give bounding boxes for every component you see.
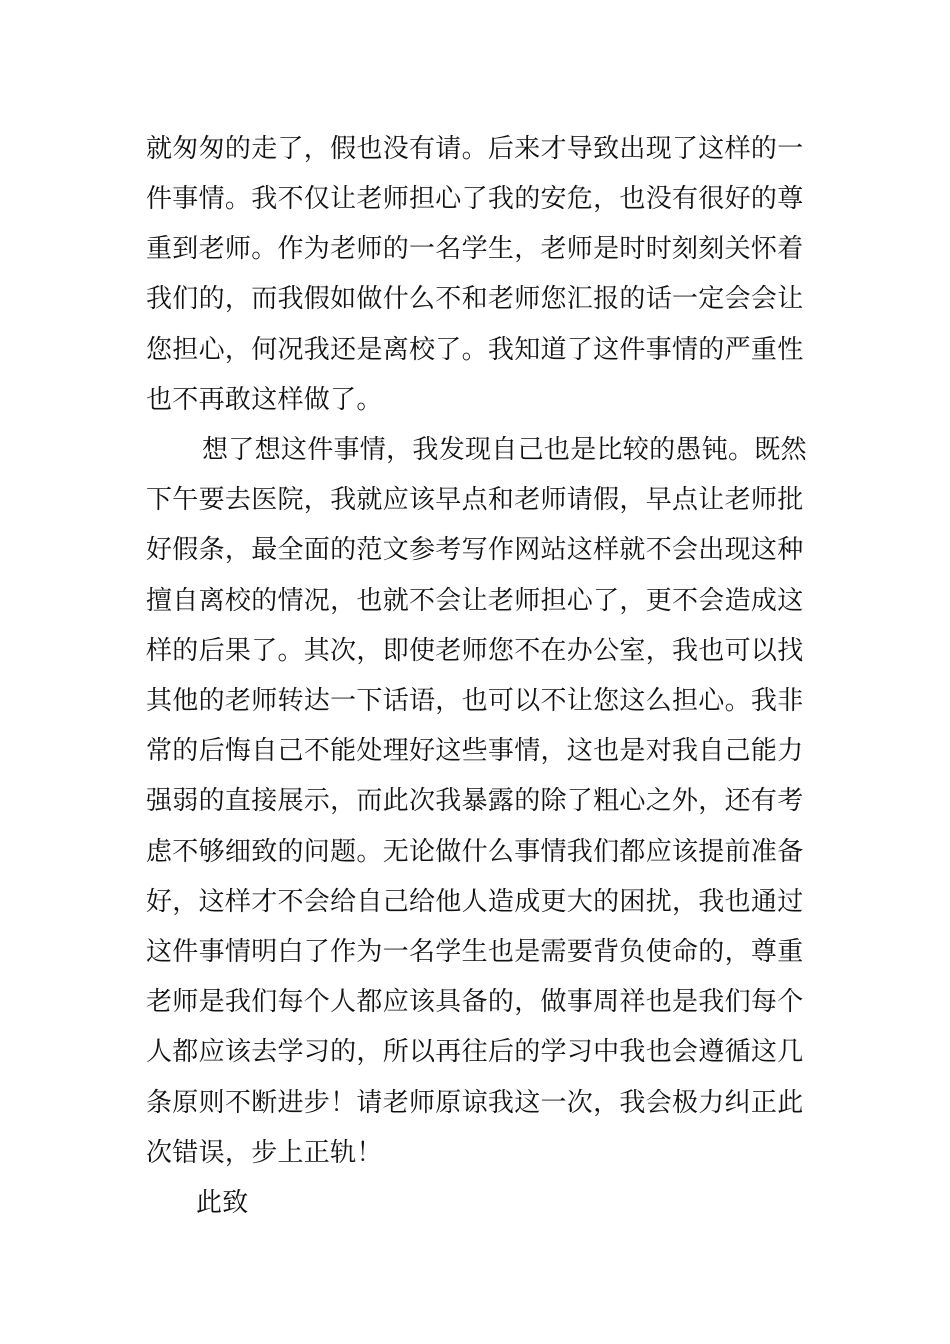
body-line: 也不再敢这样做了。	[146, 385, 383, 415]
body-line: 重到老师。作为老师的一名学生，老师是时时刻刻关怀着	[146, 234, 804, 264]
body-line: 条原则不断进步！请老师原谅我这一次，我会极力纠正此	[146, 1088, 804, 1118]
body-line: 其他的老师转达一下话语，也可以不让您这么担心。我非	[146, 686, 804, 716]
body-line: 下午要去医院，我就应该早点和老师请假，早点让老师批	[146, 485, 804, 515]
body-line: 这件事情明白了作为一名学生也是需要背负使命的，尊重	[146, 937, 804, 967]
body-line: 次错误，步上正轨！	[146, 1138, 383, 1168]
body-line: 常的后悔自己不能处理好这些事情，这也是对我自己能力	[146, 736, 804, 766]
closing-salutation: 此致	[196, 1188, 249, 1218]
body-line: 老师是我们每个人都应该具备的，做事周祥也是我们每个	[146, 987, 804, 1017]
body-line: 想了想这件事情，我发现自己也是比较的愚钝。既然	[202, 435, 807, 465]
body-line: 虑不够细致的问题。无论做什么事情我们都应该提前准备	[146, 837, 804, 867]
body-line: 强弱的直接展示，而此次我暴露的除了粗心之外，还有考	[146, 786, 804, 816]
body-line: 样的后果了。其次，即使老师您不在办公室，我也可以找	[146, 636, 804, 666]
body-line: 就匆匆的走了，假也没有请。后来才导致出现了这样的一	[146, 134, 804, 164]
body-line: 擅自离校的情况，也就不会让老师担心了，更不会造成这	[146, 586, 804, 616]
body-line: 件事情。我不仅让老师担心了我的安危，也没有很好的尊	[146, 184, 804, 214]
body-line: 好，这样才不会给自己给他人造成更大的困扰，我也通过	[146, 887, 804, 917]
body-line: 人都应该去学习的，所以再往后的学习中我也会遵循这几	[146, 1037, 804, 1067]
body-line: 我们的，而我假如做什么不和老师您汇报的话一定会会让	[146, 284, 804, 314]
body-line: 您担心，何况我还是离校了。我知道了这件事情的严重性	[146, 335, 804, 365]
body-line: 好假条，最全面的范文参考写作网站这样就不会出现这种	[146, 535, 804, 565]
